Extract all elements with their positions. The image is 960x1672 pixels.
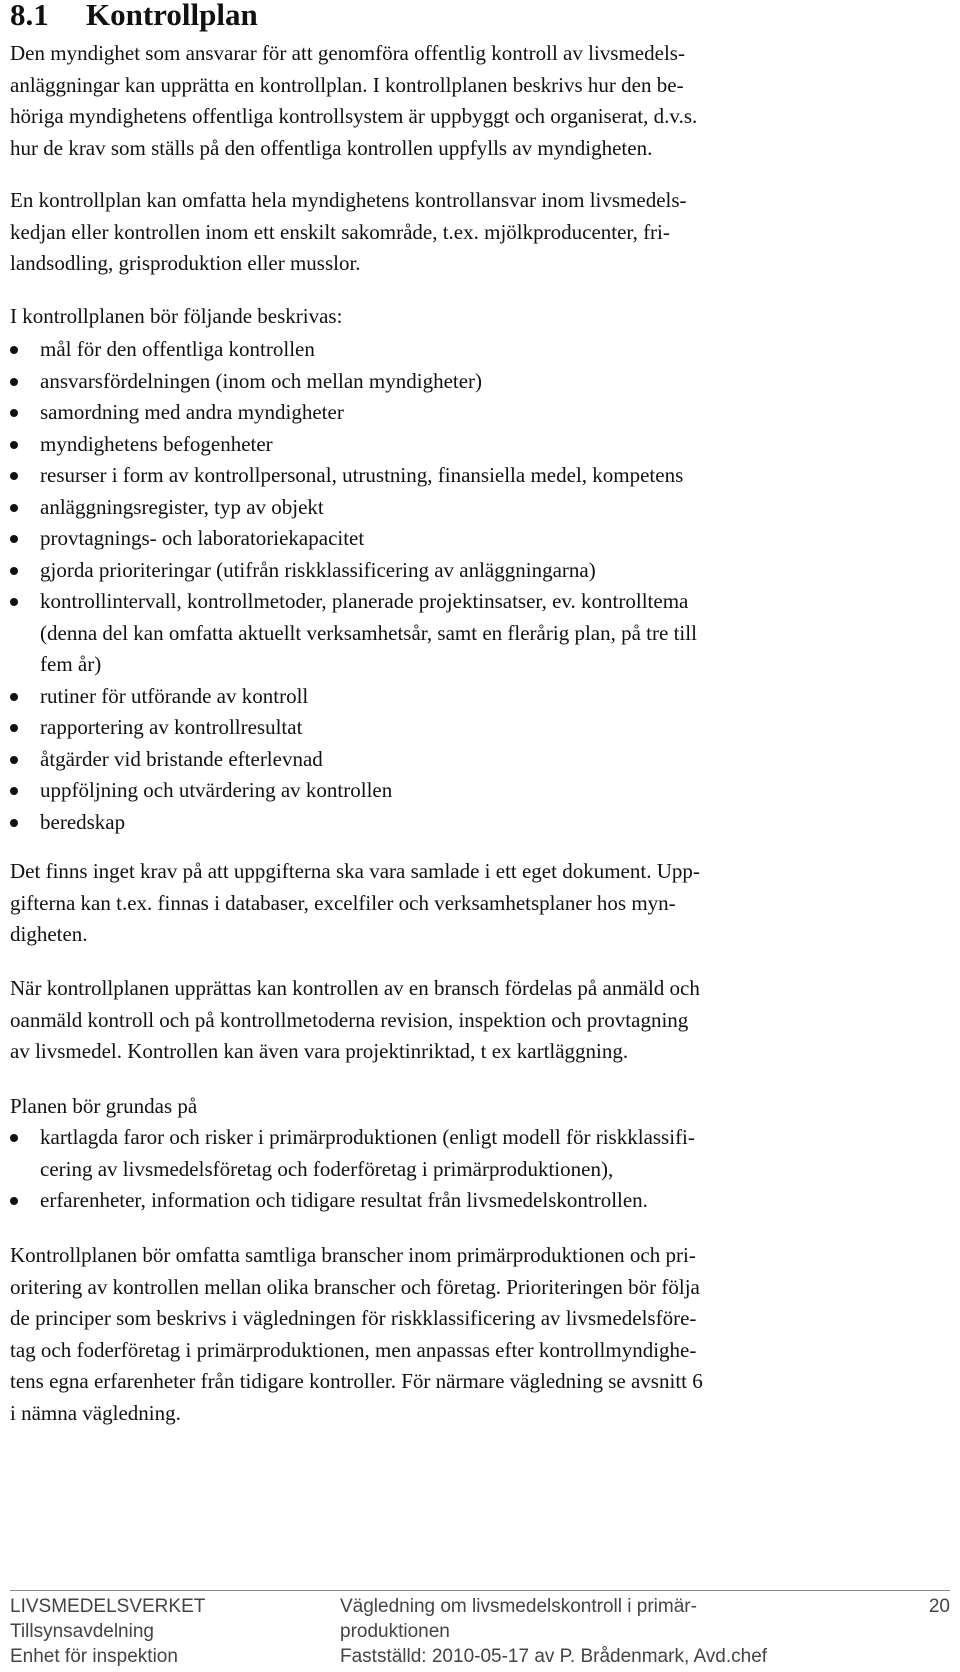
text-line: Planen bör grundas på bbox=[10, 1094, 198, 1118]
footer-line: Tillsynsavdelning bbox=[10, 1621, 154, 1642]
bullet-icon bbox=[10, 787, 18, 795]
text-line: i nämna vägledning. bbox=[10, 1400, 181, 1425]
text-line: beredskap bbox=[40, 809, 126, 834]
text-line: Kontrollplanen bör omfatta samtliga branscher inom primärproduktionen och pri- bbox=[10, 1243, 696, 1267]
paragraph-6-intro bbox=[10, 1091, 910, 1123]
text-line: resurser i form av kontrollpersonal, utrustning, finansiella medel, kompetens bbox=[40, 463, 684, 487]
bullet-icon bbox=[10, 724, 18, 732]
text-line: (denna del kan omfatta aktuellt verksamhetsår, samt en flerårig plan, på tre till bbox=[40, 620, 697, 645]
text-line: oanmäld kontroll och på kontrollmetoderna revision, inspektion och provtagning bbox=[10, 1007, 689, 1032]
text-line: oritering av kontrollen mellan olika branscher och företag. Prioriteringen bör följa bbox=[10, 1274, 700, 1299]
text-line: digheten. bbox=[10, 922, 88, 946]
bullet-icon bbox=[10, 409, 18, 417]
text-line: samordning med andra myndigheter bbox=[40, 400, 344, 424]
list-item bbox=[10, 555, 910, 587]
text-line: I kontrollplanen bör följande beskrivas: bbox=[10, 304, 343, 328]
paragraph-4 bbox=[10, 856, 910, 951]
text-line: rapportering av kontrollresultat bbox=[40, 715, 303, 739]
list-item bbox=[10, 586, 910, 681]
text-line: När kontrollplanen upprättas kan kontrollen av en bransch fördelas på anmäld och bbox=[10, 976, 700, 1000]
footer-line: Enhet för inspektion bbox=[10, 1646, 178, 1667]
bullet-icon bbox=[10, 504, 18, 512]
footer-line: LIVSMEDELSVERKET bbox=[10, 1596, 206, 1617]
text-line: av livsmedel. Kontrollen kan även vara projektinriktad, t ex kartläggning. bbox=[10, 1039, 629, 1063]
list-item bbox=[10, 429, 910, 461]
list-item bbox=[10, 775, 910, 807]
paragraph-5 bbox=[10, 973, 910, 1068]
bullet-icon bbox=[10, 1134, 18, 1142]
section-heading bbox=[10, 0, 258, 34]
paragraph-7 bbox=[10, 1240, 910, 1429]
footer-line: produktionen bbox=[340, 1621, 450, 1642]
list-item bbox=[10, 1122, 910, 1185]
bullet-icon bbox=[10, 756, 18, 764]
bullet-icon bbox=[10, 598, 18, 606]
bullet-icon bbox=[10, 346, 18, 354]
text-line: cering av livsmedelsföretag och foderföretag i primärproduktionen), bbox=[40, 1156, 614, 1181]
text-line: åtgärder vid bristande efterlevnad bbox=[40, 746, 323, 771]
bullet-icon bbox=[10, 819, 18, 827]
bullet-icon bbox=[10, 441, 18, 449]
text-line: provtagnings- och laboratoriekapacitet bbox=[40, 526, 365, 550]
bullet-icon bbox=[10, 378, 18, 386]
text-line: uppföljning och utvärdering av kontrollen bbox=[40, 778, 393, 802]
footer-divider bbox=[10, 1590, 950, 1591]
page-number: 20 bbox=[928, 1596, 950, 1617]
footer-organization bbox=[10, 1594, 205, 1669]
text-line: En kontrollplan kan omfatta hela myndighetens kontrollansvar inom livsmedels- bbox=[10, 188, 687, 212]
text-line: gifterna kan t.ex. finnas i databaser, excelfiler och verksamhetsplaner hos myn- bbox=[10, 890, 676, 915]
list-item bbox=[10, 397, 910, 429]
section-title: Kontrollplan bbox=[86, 0, 258, 32]
footer-line: Fastställd: 2010-05-17 av P. Brådenmark, Avd.chef bbox=[340, 1646, 768, 1667]
text-line: tag och foderföretag i primärproduktionen, men anpassas efter kontrollmyndighe- bbox=[10, 1337, 697, 1362]
text-line: myndighetens befogenheter bbox=[40, 431, 273, 456]
footer-document-info bbox=[340, 1594, 767, 1669]
text-line: de principer som beskrivs i vägledningen för riskklassificering av livsmedelsföre- bbox=[10, 1306, 697, 1330]
text-line: hur de krav som ställs på den offentliga kontrollen uppfylls av myndigheten. bbox=[10, 135, 653, 160]
bullet-icon bbox=[10, 567, 18, 575]
text-line: kartlagda faror och risker i primärproduktionen (enligt modell för riskklassifi- bbox=[40, 1125, 695, 1149]
plan-basis-list bbox=[10, 1122, 910, 1217]
text-line: fem år) bbox=[40, 652, 102, 676]
text-line: Den myndighet som ansvarar för att genomföra offentlig kontroll av livsmedels- bbox=[10, 41, 685, 65]
plan-contents-list bbox=[10, 334, 910, 838]
text-line: anläggningsregister, typ av objekt bbox=[40, 494, 324, 519]
paragraph-2 bbox=[10, 185, 910, 280]
text-line: Det finns inget krav på att uppgifterna ska vara samlade i ett eget dokument. Upp- bbox=[10, 859, 700, 883]
text-line: kontrollintervall, kontrollmetoder, planerade projektinsatser, ev. kontrolltema bbox=[40, 589, 689, 613]
section-number: 8.1 bbox=[10, 0, 49, 32]
list-item bbox=[10, 460, 910, 492]
list-item bbox=[10, 523, 910, 555]
list-item bbox=[10, 492, 910, 524]
text-line: mål för den offentliga kontrollen bbox=[40, 337, 315, 361]
text-line: höriga myndighetens offentliga kontrollsystem är uppbyggt och organiserat, d.v.s. bbox=[10, 104, 698, 128]
text-line: rutiner för utförande av kontroll bbox=[40, 683, 309, 708]
bullet-icon bbox=[10, 535, 18, 543]
text-line: ansvarsfördelningen (inom och mellan myndigheter) bbox=[40, 368, 483, 393]
text-line: erfarenheter, information och tidigare resultat från livsmedelskontrollen. bbox=[40, 1188, 648, 1212]
list-item bbox=[10, 712, 910, 744]
list-item bbox=[10, 681, 910, 713]
list-item bbox=[10, 807, 910, 839]
paragraph-1 bbox=[10, 38, 910, 164]
footer-line: Vägledning om livsmedelskontroll i primär- bbox=[340, 1596, 697, 1617]
bullet-icon bbox=[10, 472, 18, 480]
list-item bbox=[10, 744, 910, 776]
bullet-icon bbox=[10, 1197, 18, 1205]
list-item bbox=[10, 366, 910, 398]
text-line: kedjan eller kontrollen inom ett enskilt sakområde, t.ex. mjölkproducenter, fri- bbox=[10, 219, 670, 244]
text-line: gjorda prioriteringar (utifrån riskklassificering av anläggningarna) bbox=[40, 557, 596, 582]
bullet-icon bbox=[10, 693, 18, 701]
list-item bbox=[10, 334, 910, 366]
paragraph-3-intro bbox=[10, 301, 910, 333]
list-item bbox=[10, 1185, 910, 1217]
text-line: landsodling, grisproduktion eller musslor. bbox=[10, 251, 361, 275]
text-line: anläggningar kan upprätta en kontrollplan. I kontrollplanen beskrivs hur den be- bbox=[10, 72, 684, 97]
text-line: tens egna erfarenheter från tidigare kontroller. För närmare vägledning se avsnitt 6 bbox=[10, 1369, 703, 1393]
